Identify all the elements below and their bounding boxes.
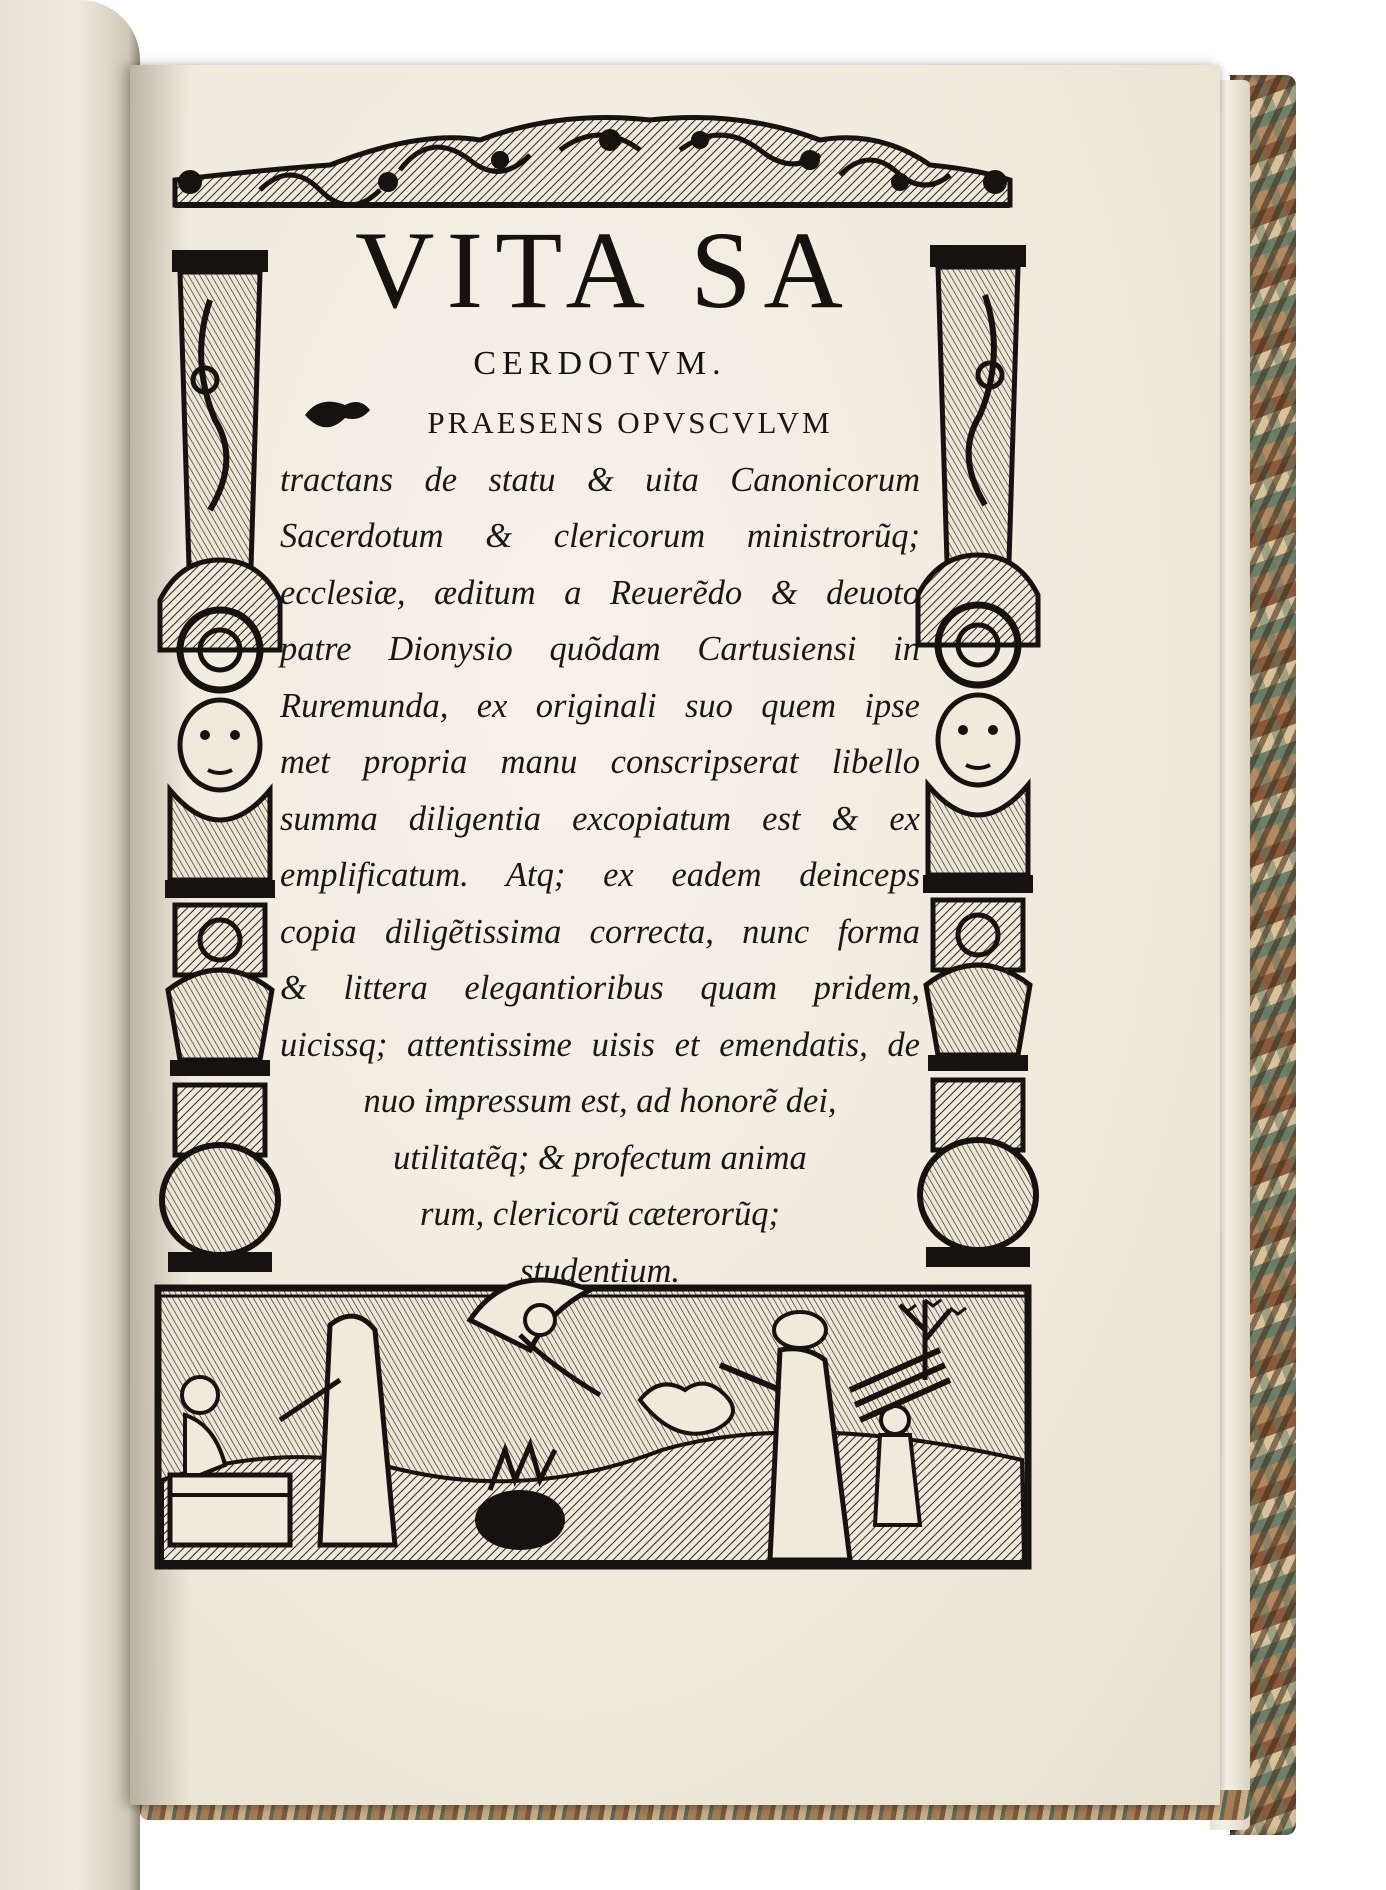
carved-column-icon-left <box>160 250 280 1272</box>
title-cerdotum: CERDOTVM. <box>473 345 727 382</box>
text-line: studentium. <box>519 1251 681 1290</box>
text-line: patre Dionysio quõdam Cartusiensi in <box>280 630 920 668</box>
text-line: uicissq; attentissime uisis et emendatis, de <box>280 1025 920 1064</box>
text-line: tractans de statu & uita Canonicorum <box>280 460 920 499</box>
text-line: ecclesiæ, æditum a Reuerẽdo & deuoto <box>280 573 920 612</box>
title-page-text <box>280 395 920 1299</box>
text-line: PRAESENS OPVSCVLVM <box>427 405 833 440</box>
text-line: rum, clericorũ cæterorũq; <box>420 1195 780 1233</box>
carved-column-icon-right <box>918 245 1038 1267</box>
foliage-headpiece-icon <box>175 118 1010 206</box>
text-line: nuo impressum est, ad honorẽ dei, <box>363 1082 837 1120</box>
text-line: utilitatẽq; & profectum anima <box>393 1138 807 1177</box>
text-line: emplificatum. Atq; ex eadem deinceps <box>280 856 920 894</box>
text-line: met propria manu conscripserat libello <box>280 743 920 781</box>
text-line: summa diligentia excopiatum est & ex <box>280 799 920 838</box>
abraham-isaac-woodcut-icon <box>158 1280 1028 1566</box>
text-line: copia diligẽtissima correcta, nunc forma <box>280 912 920 951</box>
title-vita-sa: VITA SA <box>355 209 855 331</box>
text-line: Sacerdotum & clericorum ministrorũq; <box>280 517 920 555</box>
text-line: & littera elegantioribus quam pridem, <box>280 969 920 1007</box>
text-line: Ruremunda, ex originali suo quem ipse <box>280 686 920 725</box>
